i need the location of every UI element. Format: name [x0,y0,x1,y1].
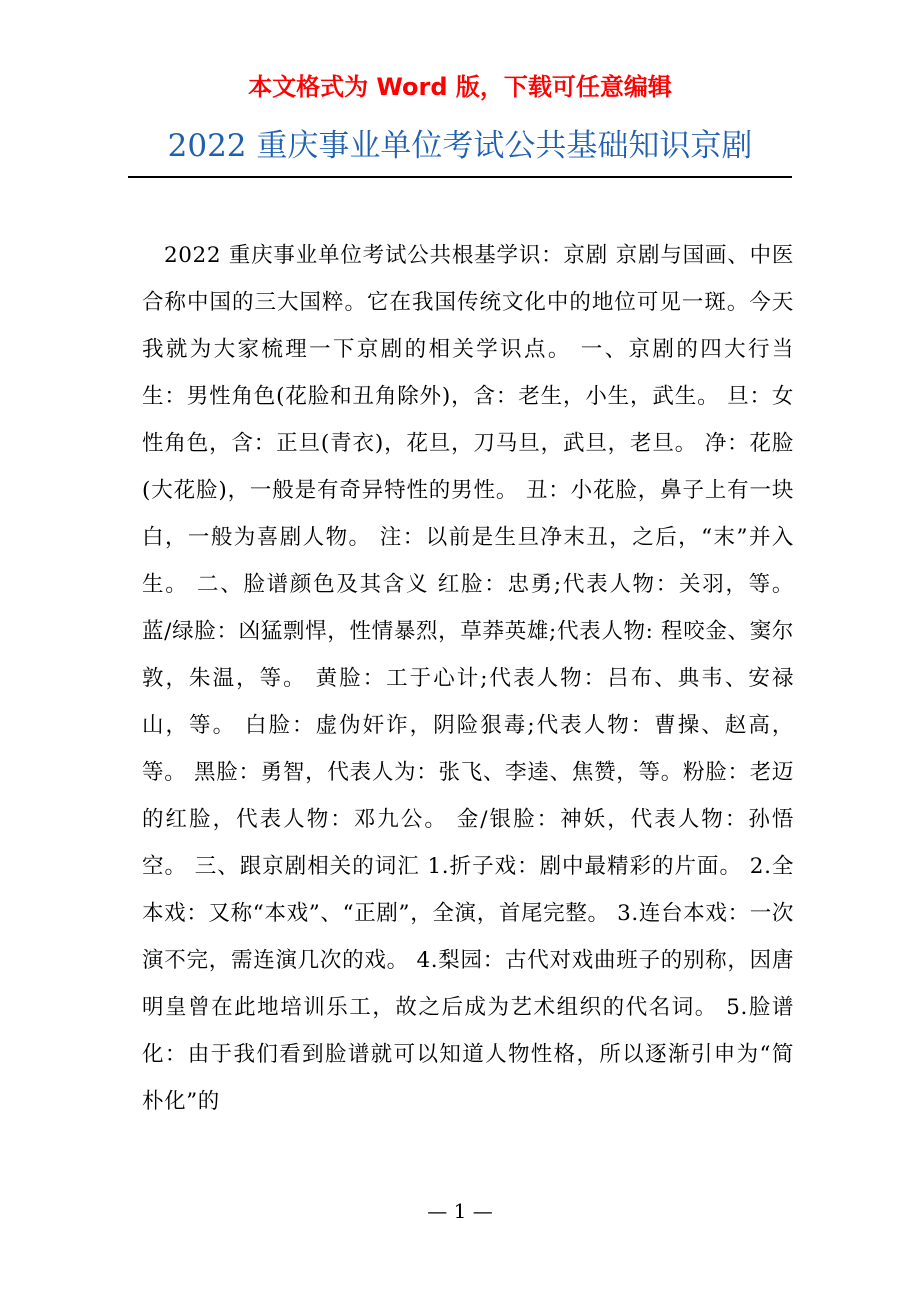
body-paragraph: 2022 重庆事业单位考试公共根基学识：京剧 京剧与国画、中医合称中国的三大国粹。它在我国传统文化中的地位可见一斑。今天我就为大家梳理一下京剧的相关学识点。 一、京剧的四大行当 生：男性角色(花脸和丑角除外)，含：老生，小生，武生。 旦：女性角色，含：正旦(青衣)，花旦，刀马旦，武旦，老旦。 净：花脸(大花脸)，一般是有奇异特性的男性。 丑：小花脸，鼻子上有一块白，一般为喜剧人物。 注：以前是生旦净末丑，之后，“末”并入生。 二、脸谱颜色及其含义 红脸：忠勇;代表人物：关羽，等。 蓝/绿脸：凶猛剽悍，性情暴烈，草莽英雄;代表人物: 程咬金、窦尔敦，朱温，等。 黄脸：工于心计;代表人物：吕布、典韦、安禄山，等。 白脸：虚伪奸诈，阴险狠毒;代表人物：曹操、赵高，等。 黑脸：勇智，代表人为：张飞、李逵、焦赞，等。粉脸：老迈的红脸，代表人物：邓九公。 金/银脸：神妖，代表人物：孙悟空。 三、跟京剧相关的词汇 1.折子戏：剧中最精彩的片面。 2.全本戏：又称“本戏”、“正剧”，全演，首尾完整。 3.连台本戏：一次演不完，需连演几次的戏。 4.梨园：古代对戏曲班子的别称，因唐明皇曾在此地培训乐工，故之后成为艺术组织的代名词。 5.脸谱化：由于我们看到脸谱就可以知道人物性格，所以逐渐引申为“简朴化”的 [142,243,794,1114]
title-divider [128,176,792,178]
page-number: — 1 — [427,1199,493,1223]
word-format-notice: 本文格式为 Word 版，下载可任意编辑 [248,73,672,101]
document-title: 2022 重庆事业单位考试公共基础知识京剧 [167,128,753,164]
